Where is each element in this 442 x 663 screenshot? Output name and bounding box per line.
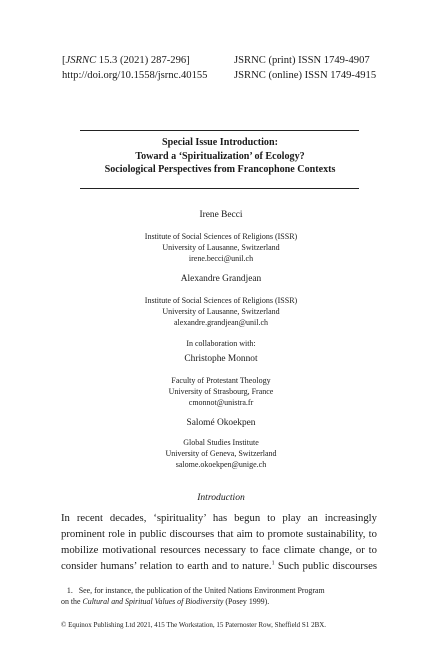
body-text: Such public discourses (274, 560, 377, 572)
footnote-book-title: Cultural and Spiritual Values of Biodiversity (82, 597, 224, 606)
collaboration-label: In collaboration with: (186, 339, 256, 348)
journal-abbrev: JSRNC (65, 55, 97, 66)
article-title (60, 136, 380, 177)
footnote-line (61, 585, 379, 596)
body-line: prominent role in public discourses that aim to promote sustainability, to (61, 528, 377, 540)
copyright-notice: © Equinox Publishing Ltd 2021, 415 The Workstation, 15 Paternoster Row, Sheffield S1 2BX. (61, 621, 327, 629)
affiliation-institute: Institute of Social Sciences of Religions (ISSR) (144, 232, 298, 241)
collaborator-email[interactable]: salome.okoekpen@unige.ch (175, 460, 267, 469)
section-heading: Introduction (197, 492, 245, 503)
affiliation-university: University of Lausanne, Switzerland (162, 243, 280, 252)
title-rule-bottom (80, 188, 359, 189)
affiliation-institute: Institute of Social Sciences of Religions (ISSR) (144, 296, 298, 305)
footnote-marker[interactable]: 1 (271, 560, 275, 567)
author-affiliation (0, 295, 442, 328)
title-line-3: Sociological Perspectives from Francophone Contexts (104, 164, 336, 175)
author-name: Irene Becci (199, 210, 243, 220)
citation (62, 53, 234, 68)
journal-header (62, 53, 392, 83)
affiliation-university: University of Geneva, Switzerland (165, 449, 277, 458)
body-line: mobilize motivational resources necessary to face climate change, or to (61, 544, 377, 556)
title-line-2: Toward a ‘Spiritualization’ of Ecology? (135, 150, 305, 162)
author-email[interactable]: alexandre.grandjean@unil.ch (174, 318, 268, 327)
collaborator-affiliation (0, 375, 442, 408)
collaborator-email[interactable]: cmonnot@unistra.fr (188, 398, 254, 407)
affiliation-university: University of Strasbourg, France (168, 387, 274, 396)
citation-volume: 15.3 (2021) 287-296] (96, 55, 190, 66)
collaborator-name: Christophe Monnot (184, 354, 258, 364)
title-line-1: Special Issue Introduction: (162, 137, 278, 148)
collaborator-affiliation (0, 437, 442, 470)
affiliation-university: University of Lausanne, Switzerland (162, 307, 280, 316)
doi-link[interactable]: http://doi.org/10.1558/jsrnc.40155 (62, 70, 208, 81)
author-email[interactable]: irene.becci@unil.ch (188, 254, 254, 263)
title-rule-top (80, 130, 359, 131)
citation-bracket: [ (62, 55, 66, 66)
footnote-text: (Posey 1999). (223, 597, 270, 606)
author-affiliation (0, 231, 442, 264)
footnote-text: See, for instance, the publication of the United Nations Environment Program (78, 586, 325, 595)
body-line (61, 558, 377, 574)
body-text: consider humans’ relation to earth and to nature. (61, 560, 272, 572)
body-paragraph (61, 510, 377, 574)
footnote-line (61, 596, 379, 607)
author-name: Alexandre Grandjean (180, 274, 262, 284)
footnote-text: on the (61, 597, 83, 606)
issn-online: JSRNC (online) ISSN 1749-4915 (234, 70, 377, 81)
affiliation-institute: Faculty of Protestant Theology (171, 376, 271, 385)
footnote-number: 1. (66, 586, 73, 595)
collaborator-name: Salomé Okoekpen (186, 418, 256, 428)
footnote (61, 585, 379, 607)
issn-print: JSRNC (print) ISSN 1749-4907 (234, 55, 370, 66)
affiliation-institute: Global Studies Institute (183, 438, 259, 447)
body-line: In recent decades, ‘spirituality’ has begun to play an increasingly (61, 512, 377, 524)
